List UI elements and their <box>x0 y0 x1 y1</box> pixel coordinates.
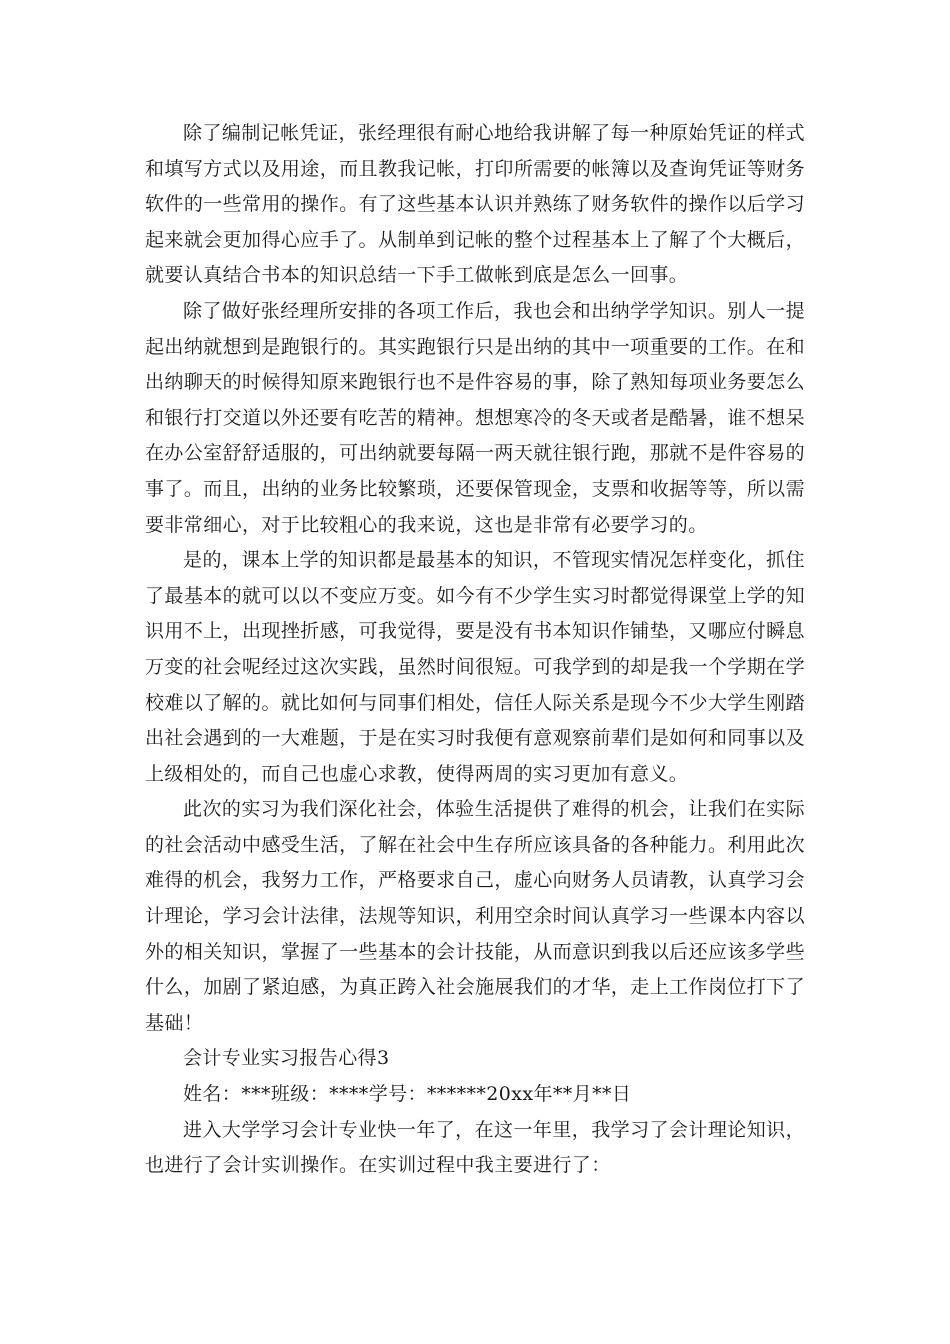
paragraph-2: 除了做好张经理所安排的各项工作后，我也会和出纳学学知识。别人一提起出纳就想到是跑银行的。其实跑银行只是出纳的其中一项重要的工作。在和出纳聊天的时候得知原来跑银行也不是件容易的事，除了熟知每项业务要怎么和银行打交道以外还要有吃苦的精神。想想寒冷的冬天或者是酷暑，谁不想呆在办公室舒舒适服的，可出纳就要每隔一两天就往银行跑，那就不是件容易的事了。而且，出纳的业务比较繁琐，还要保管现金，支票和收据等等，所以需要非常细心，对于比较粗心的我来说，这也是非常有必要学习的。 <box>145 299 805 536</box>
paragraph-5: 进入大学学习会计专业快一年了，在这一年里，我学习了会计理论知识，也进行了会计实训操作。在实训过程中我主要进行了： <box>145 1118 805 1177</box>
document-body <box>145 116 805 1184</box>
student-info-line: 姓名：***班级：****学号：******20xx年**月**日 <box>183 1083 632 1106</box>
paragraph-3: 是的，课本上学的知识都是最基本的知识，不管现实情况怎样变化，抓住了最基本的就可以以不变应万变。如今有不少学生实习时都觉得课堂上学的知识用不上，出现挫折感，可我觉得，要是没有书本知识作铺垫，又哪应付瞬息万变的社会呢经过这次实践，虽然时间很短。可我学到的却是我一个学期在学校难以了解的。就比如何与同事们相处，信任人际关系是现今不少大学生刚踏出社会遇到的一大难题，于是在实习时我便有意观察前辈们是如何和同事以及上级相处的，而自己也虚心求教，使得两周的实习更加有意义。 <box>145 549 805 785</box>
paragraph-4: 此次的实习为我们深化社会，体验生活提供了难得的机会，让我们在实际的社会活动中感受生活，了解在社会中生存所应该具备的各种能力。利用此次难得的机会，我努力工作，严格要求自己，虚心向财务人员请教，认真学习会计理论，学习会计法律，法规等知识，利用空余时间认真学习一些课本内容以外的相关知识，掌握了一些基本的会计技能，从而意识到我以后还应该多学些什么，加剧了紧迫感，为真正跨入社会施展我们的才华，走上工作岗位打下了基础！ <box>145 798 805 1034</box>
paragraph-1: 除了编制记帐凭证，张经理很有耐心地给我讲解了每一种原始凭证的样式和填写方式以及用途，而且教我记帐，打印所需要的帐簿以及查询凭证等财务软件的一些常用的操作。有了这些基本认识并熟练了财务软件的操作以后学习起来就会更加得心应手了。从制单到记帐的整个过程基本上了解了个大概后，就要认真结合书本的知识总结一下手工做帐到底是怎么一回事。 <box>145 122 805 287</box>
section-title: 会计专业实习报告心得3 <box>183 1047 390 1070</box>
